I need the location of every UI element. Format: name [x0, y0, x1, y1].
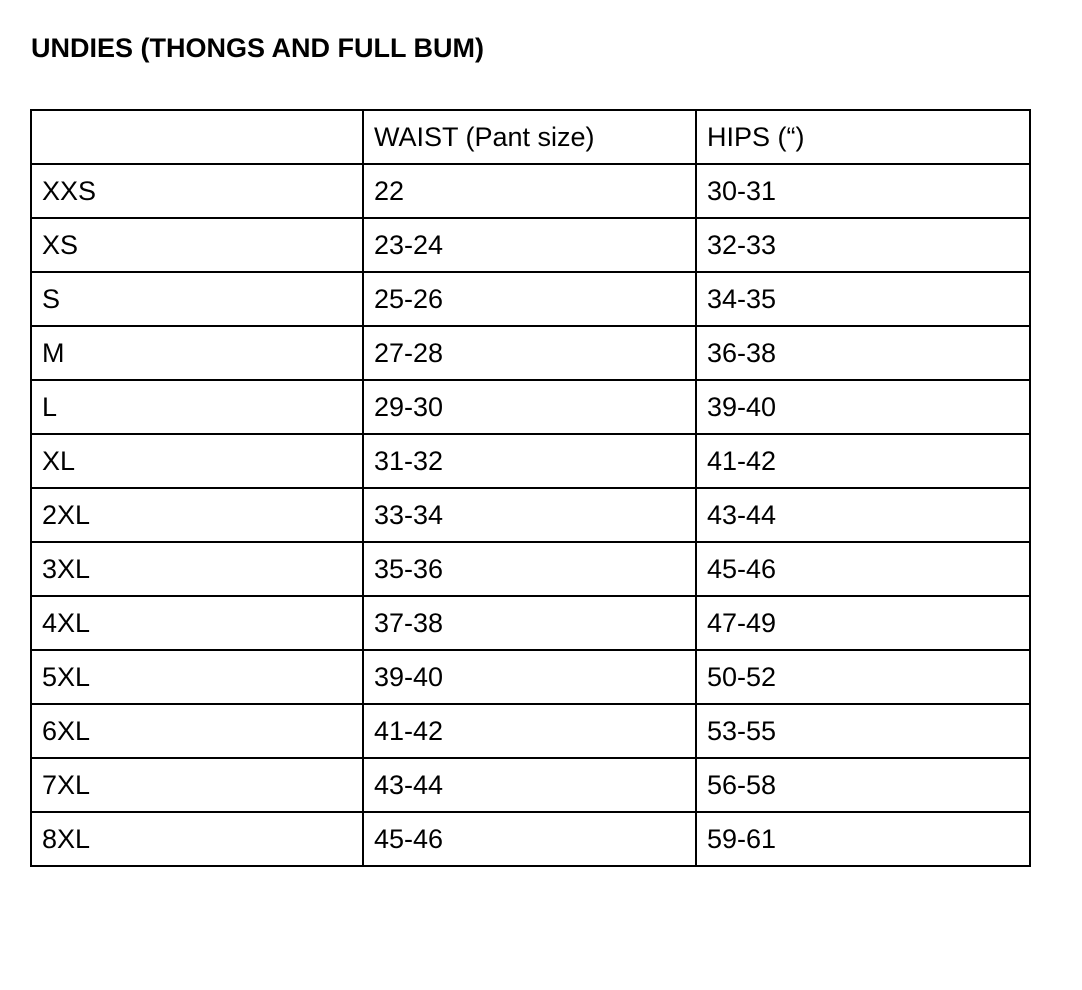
- waist-cell: 43-44: [363, 758, 696, 812]
- size-cell: XS: [31, 218, 363, 272]
- table-row: [31, 488, 1030, 542]
- size-cell: 8XL: [31, 812, 363, 866]
- size-cell: 4XL: [31, 596, 363, 650]
- table-row: [31, 380, 1030, 434]
- table-header-row: [31, 110, 1030, 164]
- table-row: [31, 434, 1030, 488]
- table-row: [31, 650, 1030, 704]
- waist-cell: 31-32: [363, 434, 696, 488]
- size-cell: 5XL: [31, 650, 363, 704]
- table-row: [31, 758, 1030, 812]
- size-cell: 2XL: [31, 488, 363, 542]
- table-body: [31, 164, 1030, 866]
- header-hips: HIPS (“): [696, 110, 1030, 164]
- table-row: [31, 272, 1030, 326]
- waist-cell: 37-38: [363, 596, 696, 650]
- table-row: [31, 542, 1030, 596]
- size-cell: S: [31, 272, 363, 326]
- hips-cell: 53-55: [696, 704, 1030, 758]
- hips-cell: 59-61: [696, 812, 1030, 866]
- size-chart-table: [30, 109, 1031, 867]
- size-cell: XXS: [31, 164, 363, 218]
- hips-cell: 30-31: [696, 164, 1030, 218]
- waist-cell: 45-46: [363, 812, 696, 866]
- size-cell: 3XL: [31, 542, 363, 596]
- hips-cell: 47-49: [696, 596, 1030, 650]
- size-cell: 6XL: [31, 704, 363, 758]
- table-row: [31, 218, 1030, 272]
- waist-cell: 25-26: [363, 272, 696, 326]
- waist-cell: 39-40: [363, 650, 696, 704]
- table-row: [31, 596, 1030, 650]
- waist-cell: 23-24: [363, 218, 696, 272]
- table-row: [31, 326, 1030, 380]
- hips-cell: 50-52: [696, 650, 1030, 704]
- size-cell: XL: [31, 434, 363, 488]
- waist-cell: 33-34: [363, 488, 696, 542]
- waist-cell: 29-30: [363, 380, 696, 434]
- waist-cell: 41-42: [363, 704, 696, 758]
- header-size: [31, 110, 363, 164]
- hips-cell: 43-44: [696, 488, 1030, 542]
- table-row: [31, 704, 1030, 758]
- table-row: [31, 812, 1030, 866]
- size-cell: L: [31, 380, 363, 434]
- page-title: UNDIES (THONGS AND FULL BUM): [31, 33, 484, 63]
- waist-cell: 27-28: [363, 326, 696, 380]
- size-cell: M: [31, 326, 363, 380]
- waist-cell: 35-36: [363, 542, 696, 596]
- waist-cell: 22: [363, 164, 696, 218]
- hips-cell: 36-38: [696, 326, 1030, 380]
- table-row: [31, 164, 1030, 218]
- hips-cell: 32-33: [696, 218, 1030, 272]
- hips-cell: 41-42: [696, 434, 1030, 488]
- hips-cell: 45-46: [696, 542, 1030, 596]
- size-cell: 7XL: [31, 758, 363, 812]
- hips-cell: 39-40: [696, 380, 1030, 434]
- header-waist: WAIST (Pant size): [363, 110, 696, 164]
- hips-cell: 34-35: [696, 272, 1030, 326]
- hips-cell: 56-58: [696, 758, 1030, 812]
